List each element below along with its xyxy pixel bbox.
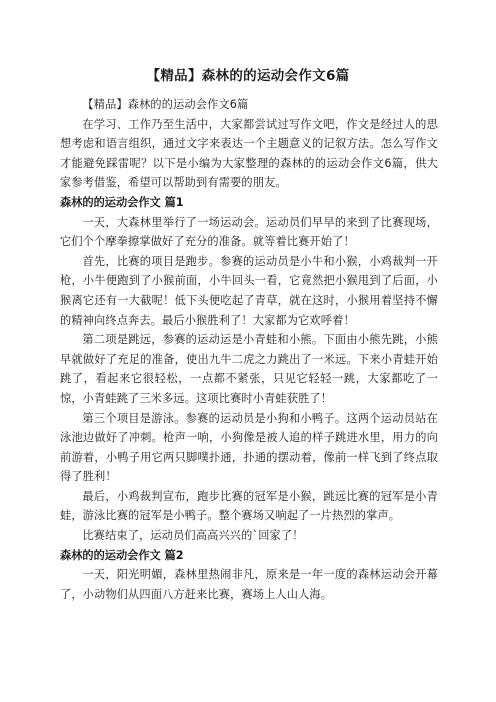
intro-paragraph: 在学习、工作乃至生活中，大家都尝试过写作文吧，作文是经过人的思想考虑和语言组织，通过文字来表达一个主题意义的记叙方法。怎么写作文才能避免踩雷呢？以下是小编为大家整理的森林的的运动会作文6篇，供大家参考借鉴，希望可以帮助到有需要的朋友。 xyxy=(60,117,438,190)
paragraph: 一天，阳光明媚，森林里热闹非凡，原来是一年一度的森林运动会开幕了，小动物们从四面八方赶来比赛，赛场上人山人海。 xyxy=(60,568,438,601)
paragraph: 比赛结束了，运动员们高高兴兴的`回家了！ xyxy=(82,529,304,543)
intro-subtitle: 【精品】森林的的运动会作文6篇 xyxy=(82,98,249,111)
document-body xyxy=(60,95,438,604)
section-heading: 森林的的运动会作文 篇2 xyxy=(60,548,184,562)
paragraph: 一天，大森林里举行了一场运动会。运动员们早早的来到了比赛现场，它们个个摩拳擦掌做好了充分的准备。就等着比赛开始了！ xyxy=(60,215,438,249)
paragraph: 首先，比赛的项目是跑步。参赛的运动员是小牛和小猴，小鸡裁判一开枪，小牛便跑到了小猴前面，小牛回头一看，它竟然把小猴甩到了后面，小猴离它还有一大截呢！低下头便吃起了青草，就在这时，小猴用着坚持不懈的精神向终点奔去。最后小猴胜利了！大家都为它欢呼着！ xyxy=(60,254,438,327)
paragraph: 最后，小鸡裁判宣布，跑步比赛的冠军是小猴，跳远比赛的冠军是小青蛙，游泳比赛的冠军是小鸭子。整个赛场又响起了一片热烈的掌声。 xyxy=(60,489,438,523)
document-title: 【精品】森林的的运动会作文6篇 xyxy=(146,68,350,84)
paragraph: 第二项是跳远，参赛的运动运是小青蛙和小熊。下面由小熊先跳，小熊早就做好了充足的准备，使出九牛二虎之力跳出了一米远。下来小青蛙开始跳了，看起来它很轻松，一点都不紧张，只见它轻轻一跳，大家都吃了一惊，小青蛙跳了三米多远。这项比赛时小青蛙获胜了！ xyxy=(60,333,438,405)
section-heading: 森林的的运动会作文 篇1 xyxy=(60,195,184,209)
paragraph: 第三个项目是游泳。参赛的运动员是小狗和小鸭子。这两个运动员站在泳池边做好了冲刺。枪声一响，小狗像是被人追的样子跳进水里，用力的向前游着，小鸭子用它两只脚噗扑通，扑通的摆动着，像前一样飞到了终点取得了胜利！ xyxy=(60,411,438,484)
